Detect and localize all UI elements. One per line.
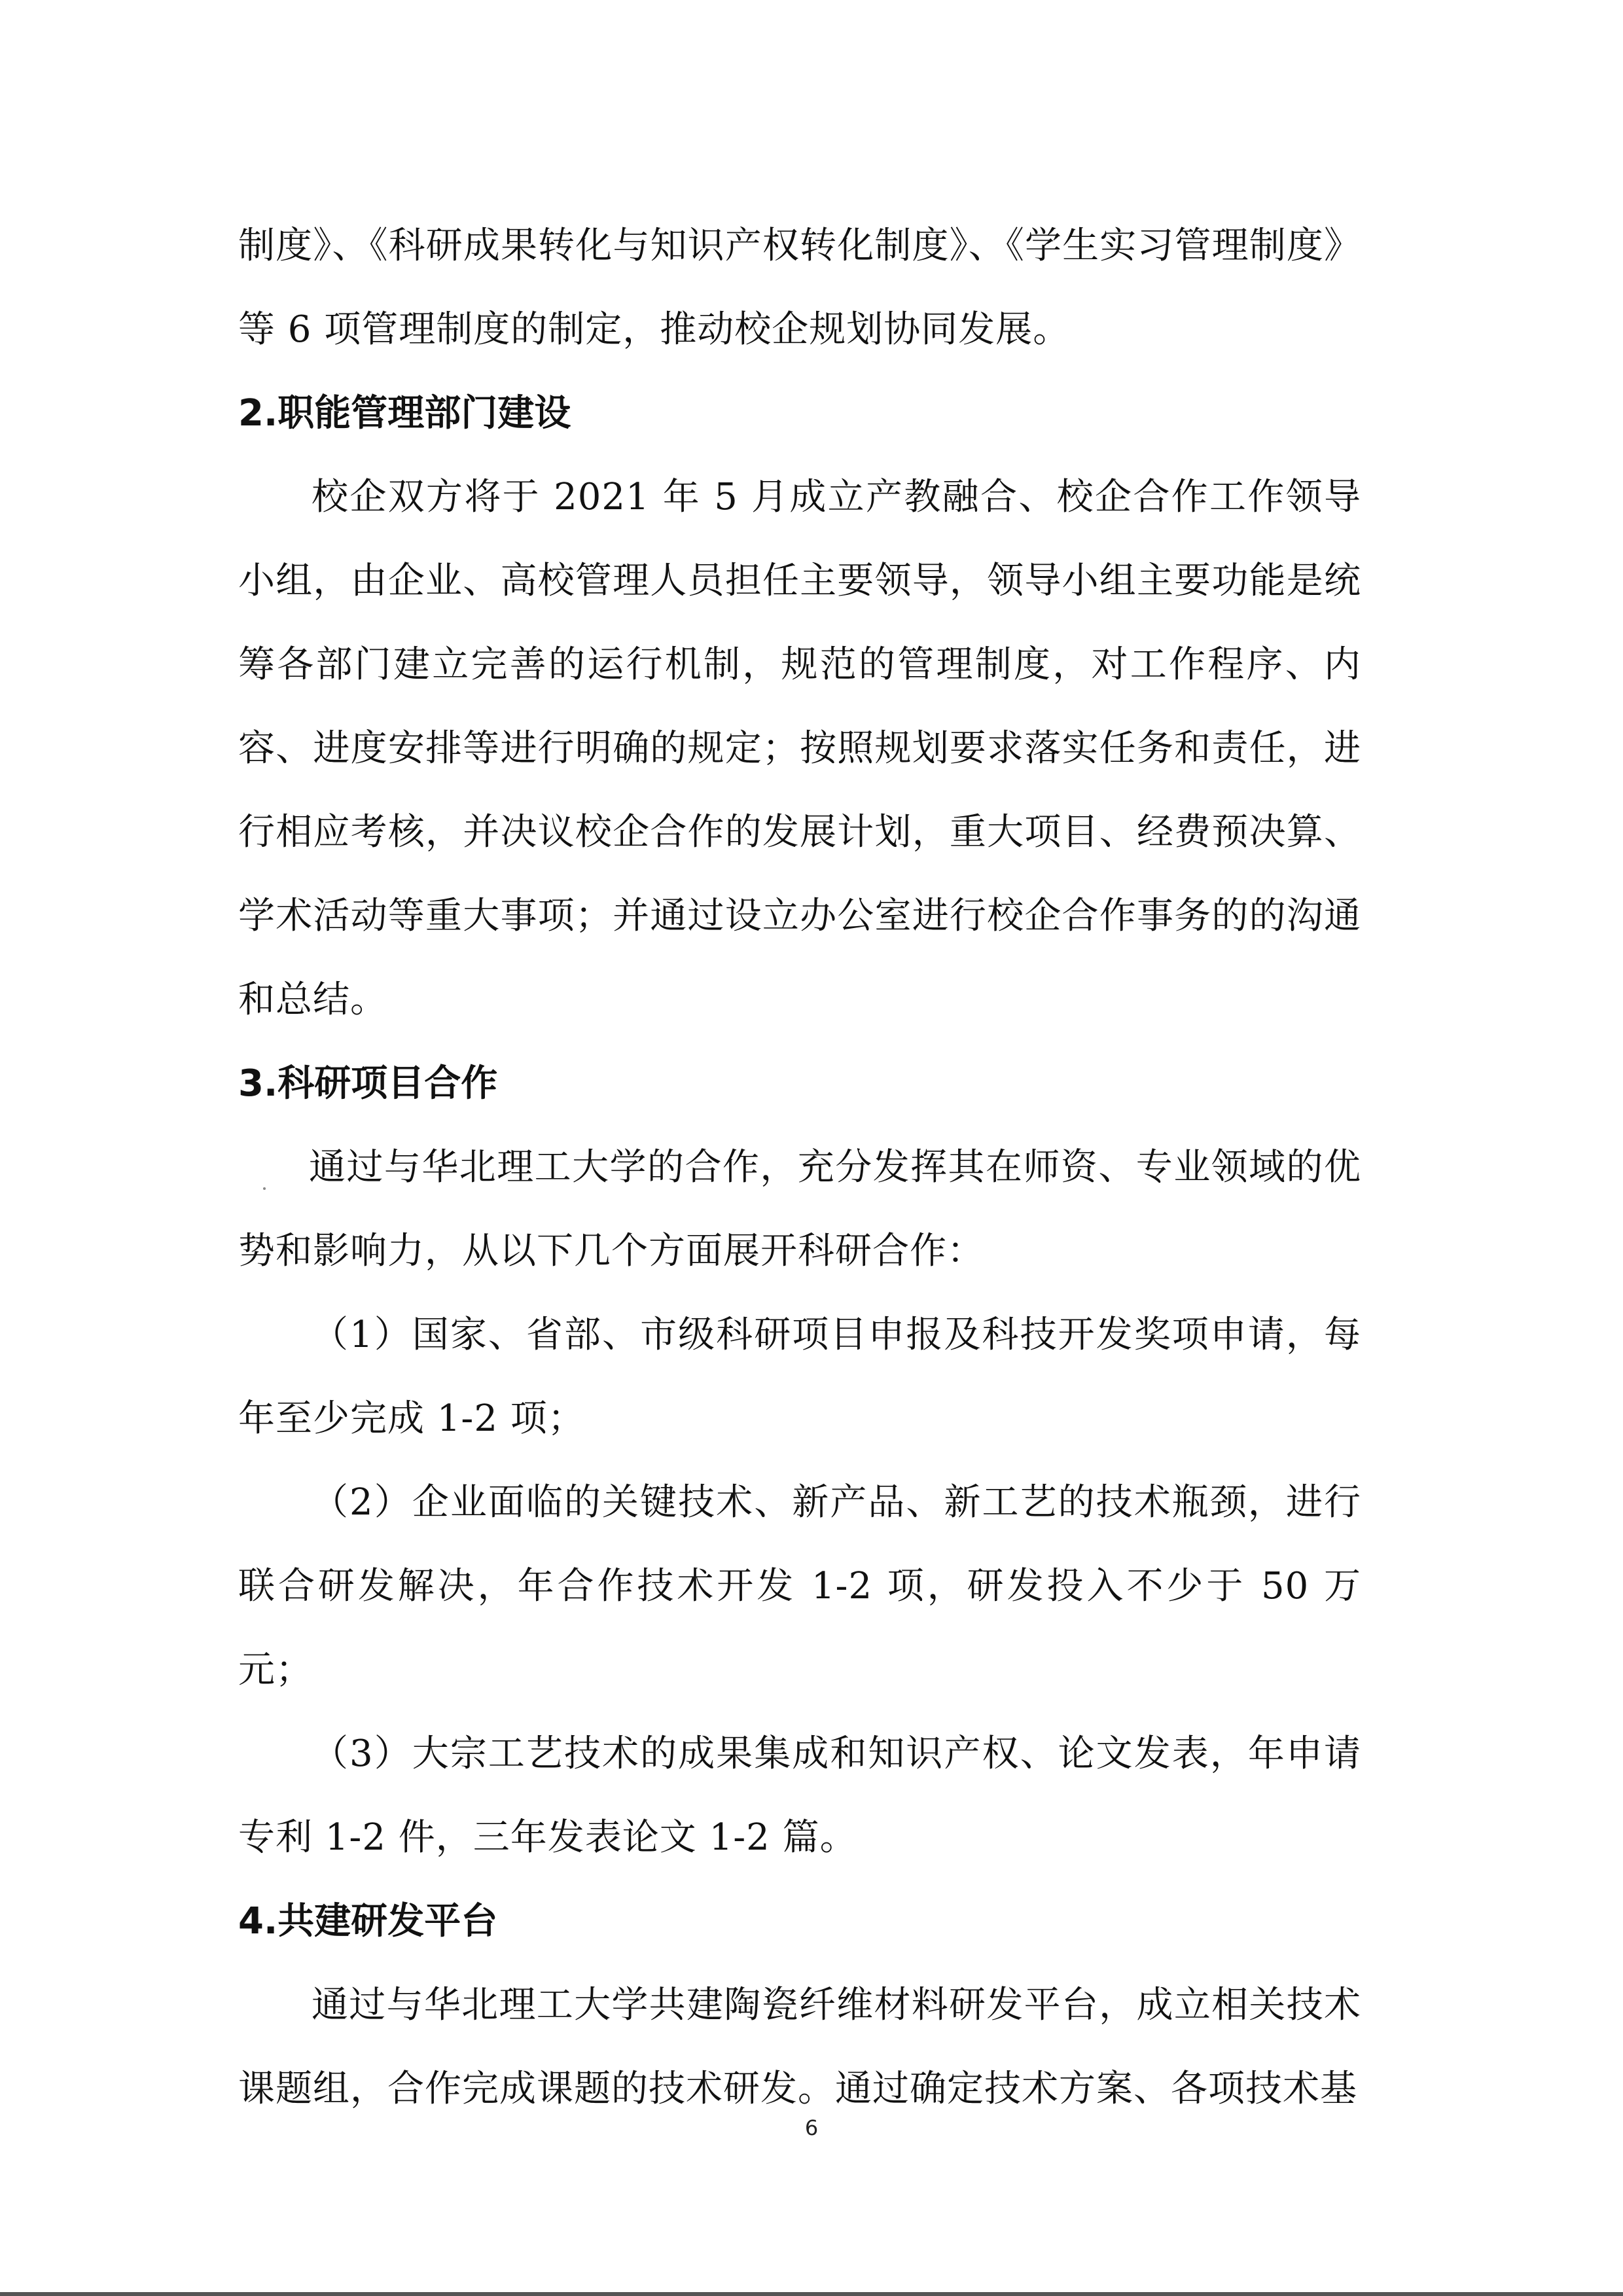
- section-heading-4: 4.共建研发平台: [238, 1900, 498, 1943]
- document-body: [238, 204, 1361, 2131]
- list-item: （3）大宗工艺技术的成果集成和知识产权、论文发表，年申请专利 1-2 件，三年发表论文 1-2 篇。: [238, 1732, 1361, 1859]
- section-2-body: 校企双方将于 2021 年 5 月成立产教融合、校企合作工作领导小组，由企业、高校管理人员担任主要领导，领导小组主要功能是统筹各部门建立完善的运行机制，规范的管理制度，对工作程序、内容、进度安排等进行明确的规定；按照规划要求落实任务和责任，进行相应考核，并决议校企合作的发展计划，重大项目、经费预决算、学术活动等重大事项；并通过设立办公室进行校企合作事务的的沟通和总结。: [238, 476, 1361, 1021]
- page-number: 6: [804, 2115, 819, 2140]
- scan-speck: [263, 1187, 266, 1190]
- continuation-paragraph: 制度》、《科研成果转化与知识产权转化制度》、《学生实习管理制度》等 6 项管理制度的制定，推动校企规划协同发展。: [238, 224, 1361, 351]
- section-heading-2: 2.职能管理部门建设: [238, 392, 571, 435]
- section-heading-3: 3.科研项目合作: [238, 1062, 498, 1105]
- section-3-intro: 通过与华北理工大学的合作，充分发挥其在师资、专业领域的优势和影响力，从以下几个方面展开科研合作：: [238, 1146, 1361, 1272]
- section-4-body: 通过与华北理工大学共建陶瓷纤维材料研发平台，成立相关技术课题组，合作完成课题的技术研发。通过确定技术方案、各项技术基: [238, 1984, 1361, 2110]
- scan-bottom-edge: [0, 2292, 1623, 2296]
- list-item: （1）国家、省部、市级科研项目申报及科技开发奖项申请，每年至少完成 1-2 项；: [238, 1314, 1361, 1440]
- list-item: （2）企业面临的关键技术、新产品、新工艺的技术瓶颈，进行联合研发解决，年合作技术开发 1-2 项，研发投入不少于 50 万元；: [238, 1481, 1361, 1691]
